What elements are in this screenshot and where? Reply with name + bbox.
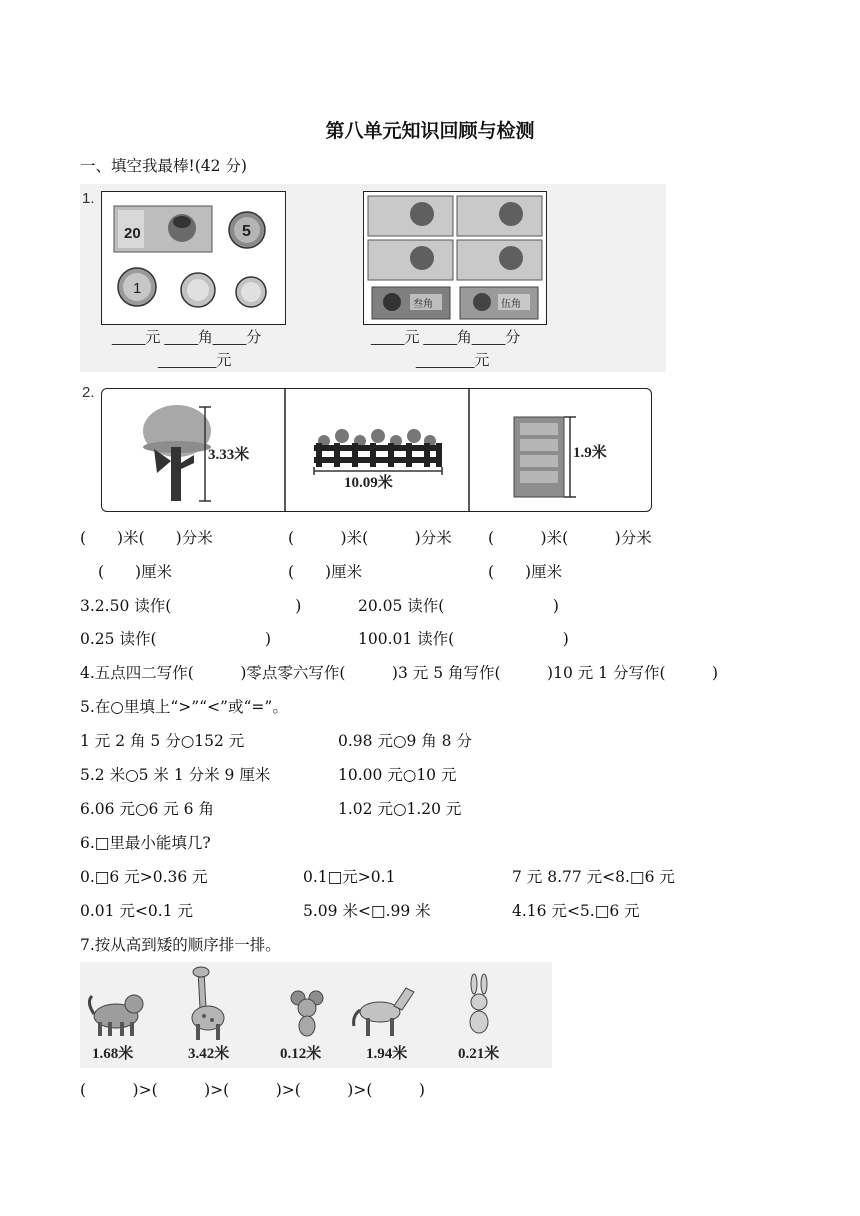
- banknote-1-yuan-icon: [457, 240, 542, 280]
- horse-icon: [354, 988, 414, 1036]
- tree-height-label: 3.33米: [208, 447, 250, 463]
- q3-item-c: 0.25 读作( ): [80, 630, 272, 648]
- q6-item: 0.01 元<0.1 元: [80, 902, 194, 920]
- measurement-illustration: [102, 389, 651, 511]
- q1-left-money-box: [101, 191, 286, 325]
- q5-item: 10.00 元○10 元: [338, 766, 457, 784]
- coin-5-jiao-icon: [229, 212, 265, 248]
- fence-length-label: 10.09米: [344, 475, 393, 491]
- q3-item-b: 20.05 读作( ): [358, 597, 559, 615]
- q2-fence-answer-m-dm: ( )米( )分米: [288, 529, 452, 547]
- horse-height-label: 1.94米: [366, 1046, 408, 1062]
- giraffe-icon: [192, 967, 224, 1040]
- giraffe-height-label: 3.42米: [188, 1046, 230, 1062]
- q5-item: 5.2 米○5 米 1 分米 9 厘米: [80, 766, 271, 784]
- q5-item: 1.02 元○1.20 元: [338, 800, 462, 818]
- banknotes-illustration: [364, 192, 546, 324]
- tree-icon: [143, 405, 211, 501]
- q1-right-answer-line2: _______元: [416, 352, 490, 369]
- mouse-icon: [291, 991, 323, 1036]
- tiger-icon: [89, 995, 143, 1036]
- svg-text:20: 20: [124, 225, 141, 242]
- rabbit-icon: [470, 974, 488, 1033]
- banknote-1-yuan-icon: [457, 196, 542, 236]
- q2-measure-box: [101, 388, 652, 512]
- section-heading: 一、填空我最棒!(42 分): [80, 157, 247, 175]
- banknote-5-jiao-icon: [460, 287, 538, 319]
- q6-item: 5.09 米<□.99 米: [303, 902, 431, 920]
- q1-left-answer-line1: ____元 ____角____分: [112, 329, 262, 346]
- page-title: 第八单元知识回顾与检测: [325, 120, 535, 142]
- q6-item: 0.□6 元>0.36 元: [80, 868, 208, 886]
- q2-fence-answer-cm: ( )厘米: [288, 563, 363, 581]
- q5-prompt: 5.在○里填上“>”“<”或“=”。: [80, 698, 288, 716]
- animals-illustration: [80, 962, 552, 1068]
- coin-fen-small-icon: [236, 277, 266, 307]
- fence-icon: [314, 429, 442, 467]
- banknote-3-jiao-icon: [372, 287, 450, 319]
- q6-item: 4.16 元<5.□6 元: [512, 902, 640, 920]
- q5-item: 1 元 2 角 5 分○152 元: [80, 732, 245, 750]
- coin-1-yuan-icon: [118, 268, 156, 306]
- mouse-height-label: 0.12米: [280, 1046, 322, 1062]
- q4-text: 4.五点四二写作( )零点零六写作( )3 元 5 角写作( )10 元 1 分写作( ): [80, 664, 719, 682]
- svg-text:5: 5: [242, 223, 251, 240]
- rabbit-height-label: 0.21米: [458, 1046, 500, 1062]
- banknote-1-yuan-icon: [368, 196, 453, 236]
- q6-prompt: 6.□里最小能填几?: [80, 834, 211, 852]
- svg-text:伍角: 伍角: [501, 299, 521, 310]
- q2-number: 2.: [82, 384, 95, 401]
- q6-item: 0.1□元>0.1: [303, 868, 396, 886]
- q2-door-answer-cm: ( )厘米: [488, 563, 563, 581]
- q6-item: 7 元 8.77 元<8.□6 元: [512, 868, 675, 886]
- q1-number: 1.: [82, 190, 95, 207]
- svg-text:1: 1: [133, 280, 142, 297]
- banknote-20-icon: [114, 206, 212, 252]
- banknote-1-yuan-icon: [368, 240, 453, 280]
- q2-door-answer-m-dm: ( )米( )分米: [488, 529, 652, 547]
- q7-prompt: 7.按从高到矮的顺序排一排。: [80, 936, 281, 954]
- q3-item-d: 100.01 读作( ): [358, 630, 569, 648]
- money-illustration: [102, 192, 285, 324]
- q5-item: 6.06 元○6 元 6 角: [80, 800, 214, 818]
- q1-right-answer-line1: ____元 ____角____分: [371, 329, 521, 346]
- q1-right-money-box: [363, 191, 547, 325]
- q3-item-a: 3.2.50 读作( ): [80, 597, 302, 615]
- q7-answer-line: ( )>( )>( )>( )>( ): [80, 1081, 425, 1099]
- q2-tree-answer-m-dm: ( )米( )分米: [80, 529, 213, 547]
- door-height-label: 1.9米: [573, 445, 607, 461]
- coin-fen-icon: [181, 273, 215, 307]
- svg-text:叁角: 叁角: [413, 299, 433, 310]
- door-icon: [514, 417, 564, 497]
- q5-item: 0.98 元○9 角 8 分: [338, 732, 472, 750]
- tiger-height-label: 1.68米: [92, 1046, 134, 1062]
- q1-left-answer-line2: _______元: [158, 352, 232, 369]
- q2-tree-answer-cm: ( )厘米: [98, 563, 173, 581]
- fence-length-arrow-icon: [314, 467, 442, 475]
